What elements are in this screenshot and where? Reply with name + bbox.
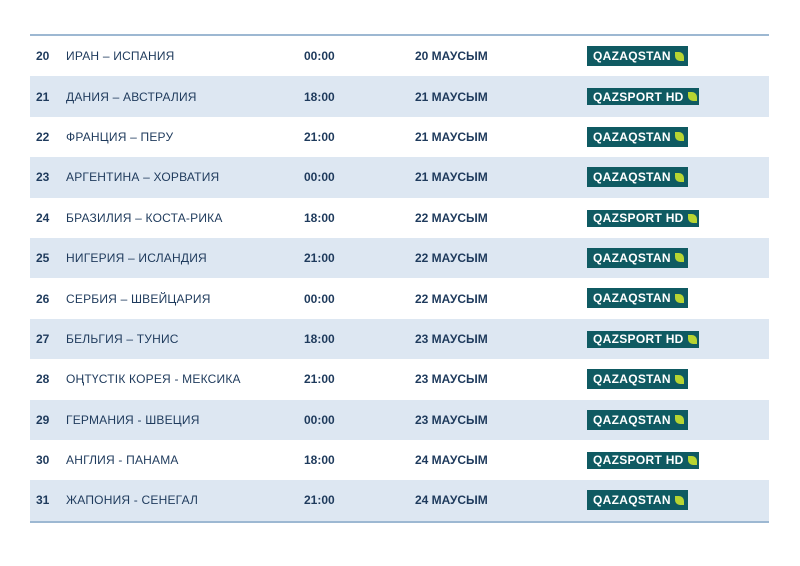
match-time: 00:00: [304, 412, 335, 427]
leaf-icon: [675, 253, 684, 262]
match-time: 18:00: [304, 89, 335, 104]
match-number: 27: [36, 331, 50, 346]
table-row: [30, 238, 769, 278]
match-date: 21 МАУСЫМ: [415, 170, 488, 185]
leaf-icon: [675, 294, 684, 303]
table-row: [30, 480, 769, 520]
match-date: 22 МАУСЫМ: [415, 210, 488, 225]
match-teams: БЕЛЬГИЯ – ТУНИС: [66, 331, 179, 346]
qazaqstan-channel-logo: [587, 46, 688, 66]
qazaqstan-channel-logo: [587, 490, 688, 510]
channel-name: QAZAQSTAN: [593, 170, 671, 185]
match-date: 23 МАУСЫМ: [415, 412, 488, 427]
match-teams: БРАЗИЛИЯ – КОСТА-РИКА: [66, 210, 223, 225]
match-date: 21 МАУСЫМ: [415, 129, 488, 144]
qazaqstan-channel-logo: [587, 369, 688, 389]
match-time: 21:00: [304, 493, 335, 508]
match-number: 22: [36, 129, 50, 144]
match-time: 21:00: [304, 129, 335, 144]
match-time: 00:00: [304, 170, 335, 185]
leaf-icon: [675, 173, 684, 182]
match-number: 25: [36, 251, 50, 266]
channel-name: QAZAQSTAN: [593, 250, 671, 265]
channel-name: QAZSPORT HD: [593, 211, 684, 226]
qazaqstan-channel-logo: [587, 410, 688, 430]
leaf-icon: [675, 375, 684, 384]
qazsport-channel-logo: [587, 210, 699, 227]
channel-name: QAZAQSTAN: [593, 49, 671, 63]
table-row: [30, 278, 769, 318]
table-row: [30, 76, 769, 116]
match-date: 24 МАУСЫМ: [415, 453, 488, 468]
match-teams: АРГЕНТИНА – ХОРВАТИЯ: [66, 170, 220, 185]
match-time: 18:00: [304, 331, 335, 346]
match-teams: СЕРБИЯ – ШВЕЙЦАРИЯ: [66, 291, 211, 306]
table-row: [30, 359, 769, 399]
match-number: 29: [36, 412, 50, 427]
match-teams: ЖАПОНИЯ - СЕНЕГАЛ: [66, 493, 199, 508]
qazsport-channel-logo: [587, 452, 699, 469]
match-date: 24 МАУСЫМ: [415, 493, 488, 508]
table-row: [30, 440, 769, 480]
leaf-icon: [688, 92, 697, 101]
match-date: 20 МАУСЫМ: [415, 49, 488, 64]
qazaqstan-channel-logo: [587, 167, 688, 187]
leaf-icon: [675, 496, 684, 505]
match-date: 23 МАУСЫМ: [415, 331, 488, 346]
match-time: 21:00: [304, 372, 335, 387]
leaf-icon: [675, 132, 684, 141]
match-schedule-table: [30, 34, 769, 523]
leaf-icon: [675, 52, 684, 61]
table-row: [30, 319, 769, 359]
match-time: 00:00: [304, 291, 335, 306]
table-row: [30, 36, 769, 76]
qazaqstan-channel-logo: [587, 127, 688, 147]
channel-name: QAZSPORT HD: [593, 332, 684, 347]
match-teams: АНГЛИЯ - ПАНАМА: [66, 453, 179, 468]
qazaqstan-channel-logo: [587, 248, 688, 268]
match-teams: НИГЕРИЯ – ИСЛАНДИЯ: [66, 251, 207, 266]
qazsport-channel-logo: [587, 88, 699, 105]
qazaqstan-channel-logo: [587, 288, 688, 308]
match-time: 18:00: [304, 210, 335, 225]
match-number: 30: [36, 453, 50, 468]
leaf-icon: [688, 456, 697, 465]
match-number: 20: [36, 49, 50, 64]
table-row: [30, 117, 769, 157]
match-teams: ГЕРМАНИЯ - ШВЕЦИЯ: [66, 412, 200, 427]
match-number: 26: [36, 291, 50, 306]
table-row: [30, 157, 769, 197]
match-teams: ИРАН – ИСПАНИЯ: [66, 49, 175, 64]
match-number: 23: [36, 170, 50, 185]
channel-name: QAZAQSTAN: [593, 129, 671, 144]
match-date: 22 МАУСЫМ: [415, 251, 488, 266]
match-number: 31: [36, 493, 50, 508]
match-number: 21: [36, 89, 50, 104]
channel-name: QAZAQSTAN: [593, 372, 671, 387]
match-date: 23 МАУСЫМ: [415, 372, 488, 387]
match-time: 18:00: [304, 453, 335, 468]
leaf-icon: [688, 214, 697, 223]
table-row: [30, 400, 769, 440]
match-teams: ДАНИЯ – АВСТРАЛИЯ: [66, 89, 197, 104]
match-number: 24: [36, 210, 50, 225]
table-row: [30, 198, 769, 238]
leaf-icon: [675, 415, 684, 424]
channel-name: QAZSPORT HD: [593, 89, 684, 104]
match-time: 00:00: [304, 49, 335, 64]
channel-name: QAZSPORT HD: [593, 453, 684, 468]
qazsport-channel-logo: [587, 331, 699, 348]
match-time: 21:00: [304, 251, 335, 266]
match-number: 28: [36, 372, 50, 387]
match-teams: ФРАНЦИЯ – ПЕРУ: [66, 129, 174, 144]
match-teams: ОҢТҮСТІК КОРЕЯ - МЕКСИКА: [66, 372, 241, 387]
channel-name: QAZAQSTAN: [593, 291, 671, 306]
match-date: 21 МАУСЫМ: [415, 89, 488, 104]
match-date: 22 МАУСЫМ: [415, 291, 488, 306]
channel-name: QAZAQSTAN: [593, 493, 671, 508]
channel-name: QAZAQSTAN: [593, 412, 671, 427]
leaf-icon: [688, 335, 697, 344]
